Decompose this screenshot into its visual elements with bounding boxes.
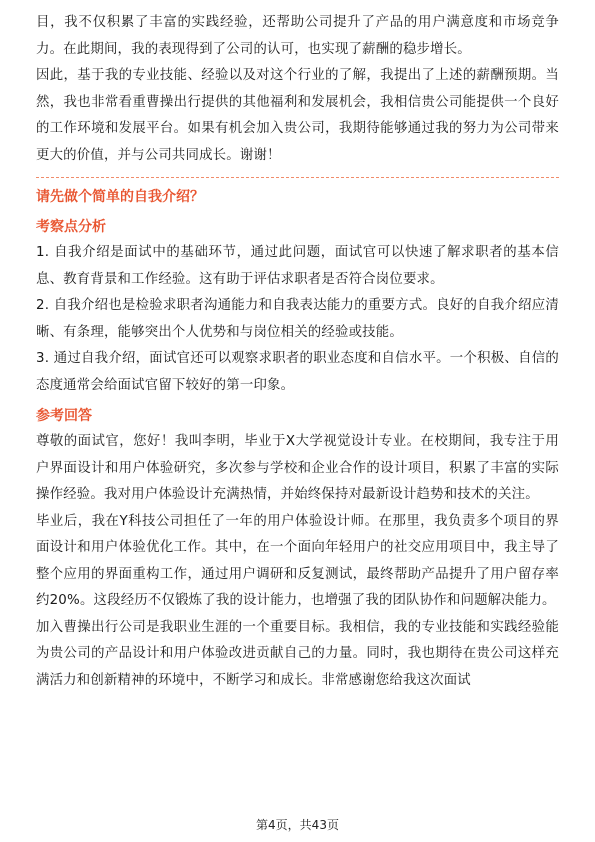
intro-paragraph-2: 因此，基于我的专业技能、经验以及对这个行业的了解，我提出了上述的薪酬预期。当然，我也非常看重曹操出行提供的其他福利和发展机会，我相信贵公司能提供一个良好的工作环境和发展平台。如果有机会加入贵公司，我期待能够通过我的努力为公司带来更大的价值，并与公司共同成长。谢谢！ [36, 68, 559, 163]
intro-paragraph-1: 目，我不仅积累了丰富的实践经验，还帮助公司提升了产品的用户满意度和市场竞争力。在此期间，我的表现得到了公司的认可，也实现了薪酬的稳步增长。 [36, 15, 559, 57]
page-number-footer: 第4页，共43页 [256, 818, 339, 832]
answer-paragraph-1: 尊敬的面试官，您好！我叫李明，毕业于X大学视觉设计专业。在校期间，我专注于用户界面设计和用户体验研究，多次参与学校和企业合作的设计项目，积累了丰富的实际操作经验。我对用户体验设计充满热情，并始终保持对最新设计趋势和技术的关注。 [36, 434, 559, 502]
section-divider [36, 177, 559, 178]
analysis-point-2: 2. 自我介绍也是检验求职者沟通能力和自我表达能力的重要方式。良好的自我介绍应清晰、有条理，能够突出个人优势和与岗位相关的经验或技能。 [36, 298, 559, 340]
analysis-point-3: 3. 通过自我介绍，面试官还可以观察求职者的职业态度和自信水平。一个积极、自信的态度通常会给面试官留下较好的第一印象。 [36, 351, 559, 393]
analysis-heading: 考察点分析 [36, 219, 106, 235]
document-page [36, 10, 559, 694]
answer-heading: 参考回答 [36, 408, 92, 424]
question-heading: 请先做个简单的自我介绍？ [36, 189, 204, 205]
answer-paragraph-2: 毕业后，我在Y科技公司担任了一年的用户体验设计师。在那里，我负责多个项目的界面设计和用户体验优化工作。其中，在一个面向年轻用户的社交应用项目中，我主导了整个应用的界面重构工作，通过用户调研和反复测试，最终帮助产品提升了用户留存率约20%。这段经历不仅锻炼了我的设计能力，也增强了我的团队协作和问题解决能力。 [36, 513, 559, 608]
analysis-point-1: 1. 自我介绍是面试中的基础环节，通过此问题，面试官可以快速了解求职者的基本信息、教育背景和工作经验。这有助于评估求职者是否符合岗位要求。 [36, 245, 559, 287]
answer-paragraph-3: 加入曹操出行公司是我职业生涯的一个重要目标。我相信，我的专业技能和实践经验能为贵公司的产品设计和用户体验改进贡献自己的力量。同时，我也期待在贵公司这样充满活力和创新精神的环境中，不断学习和成长。非常感谢您给我这次面试 [36, 619, 559, 688]
